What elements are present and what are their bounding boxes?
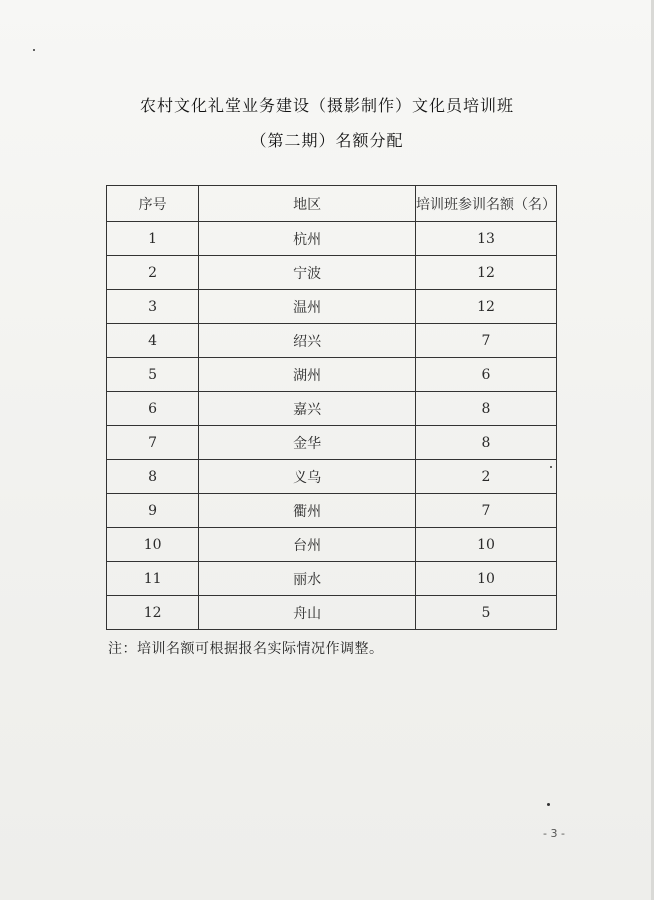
scan-speck xyxy=(33,49,35,51)
row-region: 金华 xyxy=(199,426,416,460)
table-row xyxy=(107,426,557,460)
row-region: 杭州 xyxy=(199,222,416,256)
row-number: 4 xyxy=(107,324,199,358)
row-quota: 2 xyxy=(416,460,557,494)
table-row xyxy=(107,222,557,256)
row-number: 12 xyxy=(107,596,199,630)
row-quota: 6 xyxy=(416,358,557,392)
row-number: 9 xyxy=(107,494,199,528)
row-quota: 5 xyxy=(416,596,557,630)
row-region: 舟山 xyxy=(199,596,416,630)
scan-speck xyxy=(547,803,550,806)
row-number: 7 xyxy=(107,426,199,460)
row-number: 3 xyxy=(107,290,199,324)
row-number: 5 xyxy=(107,358,199,392)
row-quota: 12 xyxy=(416,290,557,324)
row-region: 绍兴 xyxy=(199,324,416,358)
header-region: 地区 xyxy=(199,186,416,222)
row-number: 1 xyxy=(107,222,199,256)
scan-speck xyxy=(550,466,552,468)
document-subtitle: （第二期）名额分配 xyxy=(250,131,404,150)
page-number: - 3 - xyxy=(543,827,565,840)
quota-table xyxy=(106,185,557,630)
row-region: 衢州 xyxy=(199,494,416,528)
row-region: 嘉兴 xyxy=(199,392,416,426)
table-row xyxy=(107,358,557,392)
table-row xyxy=(107,494,557,528)
row-quota: 12 xyxy=(416,256,557,290)
row-number: 11 xyxy=(107,562,199,596)
row-quota: 8 xyxy=(416,426,557,460)
table-row xyxy=(107,392,557,426)
table-row xyxy=(107,460,557,494)
row-region: 台州 xyxy=(199,528,416,562)
header-quota: 培训班参训名额（名） xyxy=(416,186,557,222)
row-number: 10 xyxy=(107,528,199,562)
row-region: 丽水 xyxy=(199,562,416,596)
row-quota: 7 xyxy=(416,324,557,358)
table-row xyxy=(107,324,557,358)
row-region: 义乌 xyxy=(199,460,416,494)
header-serial-number: 序号 xyxy=(107,186,199,222)
row-number: 6 xyxy=(107,392,199,426)
row-region: 湖州 xyxy=(199,358,416,392)
table-header-row xyxy=(107,186,557,222)
row-quota: 8 xyxy=(416,392,557,426)
row-region: 温州 xyxy=(199,290,416,324)
table-row xyxy=(107,256,557,290)
row-quota: 10 xyxy=(416,528,557,562)
row-region: 宁波 xyxy=(199,256,416,290)
row-number: 2 xyxy=(107,256,199,290)
row-number: 8 xyxy=(107,460,199,494)
table-row xyxy=(107,528,557,562)
footnote: 注：培训名额可根据报名实际情况作调整。 xyxy=(108,641,384,657)
row-quota: 7 xyxy=(416,494,557,528)
table-row xyxy=(107,290,557,324)
table-row xyxy=(107,596,557,630)
table-row xyxy=(107,562,557,596)
row-quota: 10 xyxy=(416,562,557,596)
row-quota: 13 xyxy=(416,222,557,256)
document-title: 农村文化礼堂业务建设（摄影制作）文化员培训班 xyxy=(139,96,514,115)
